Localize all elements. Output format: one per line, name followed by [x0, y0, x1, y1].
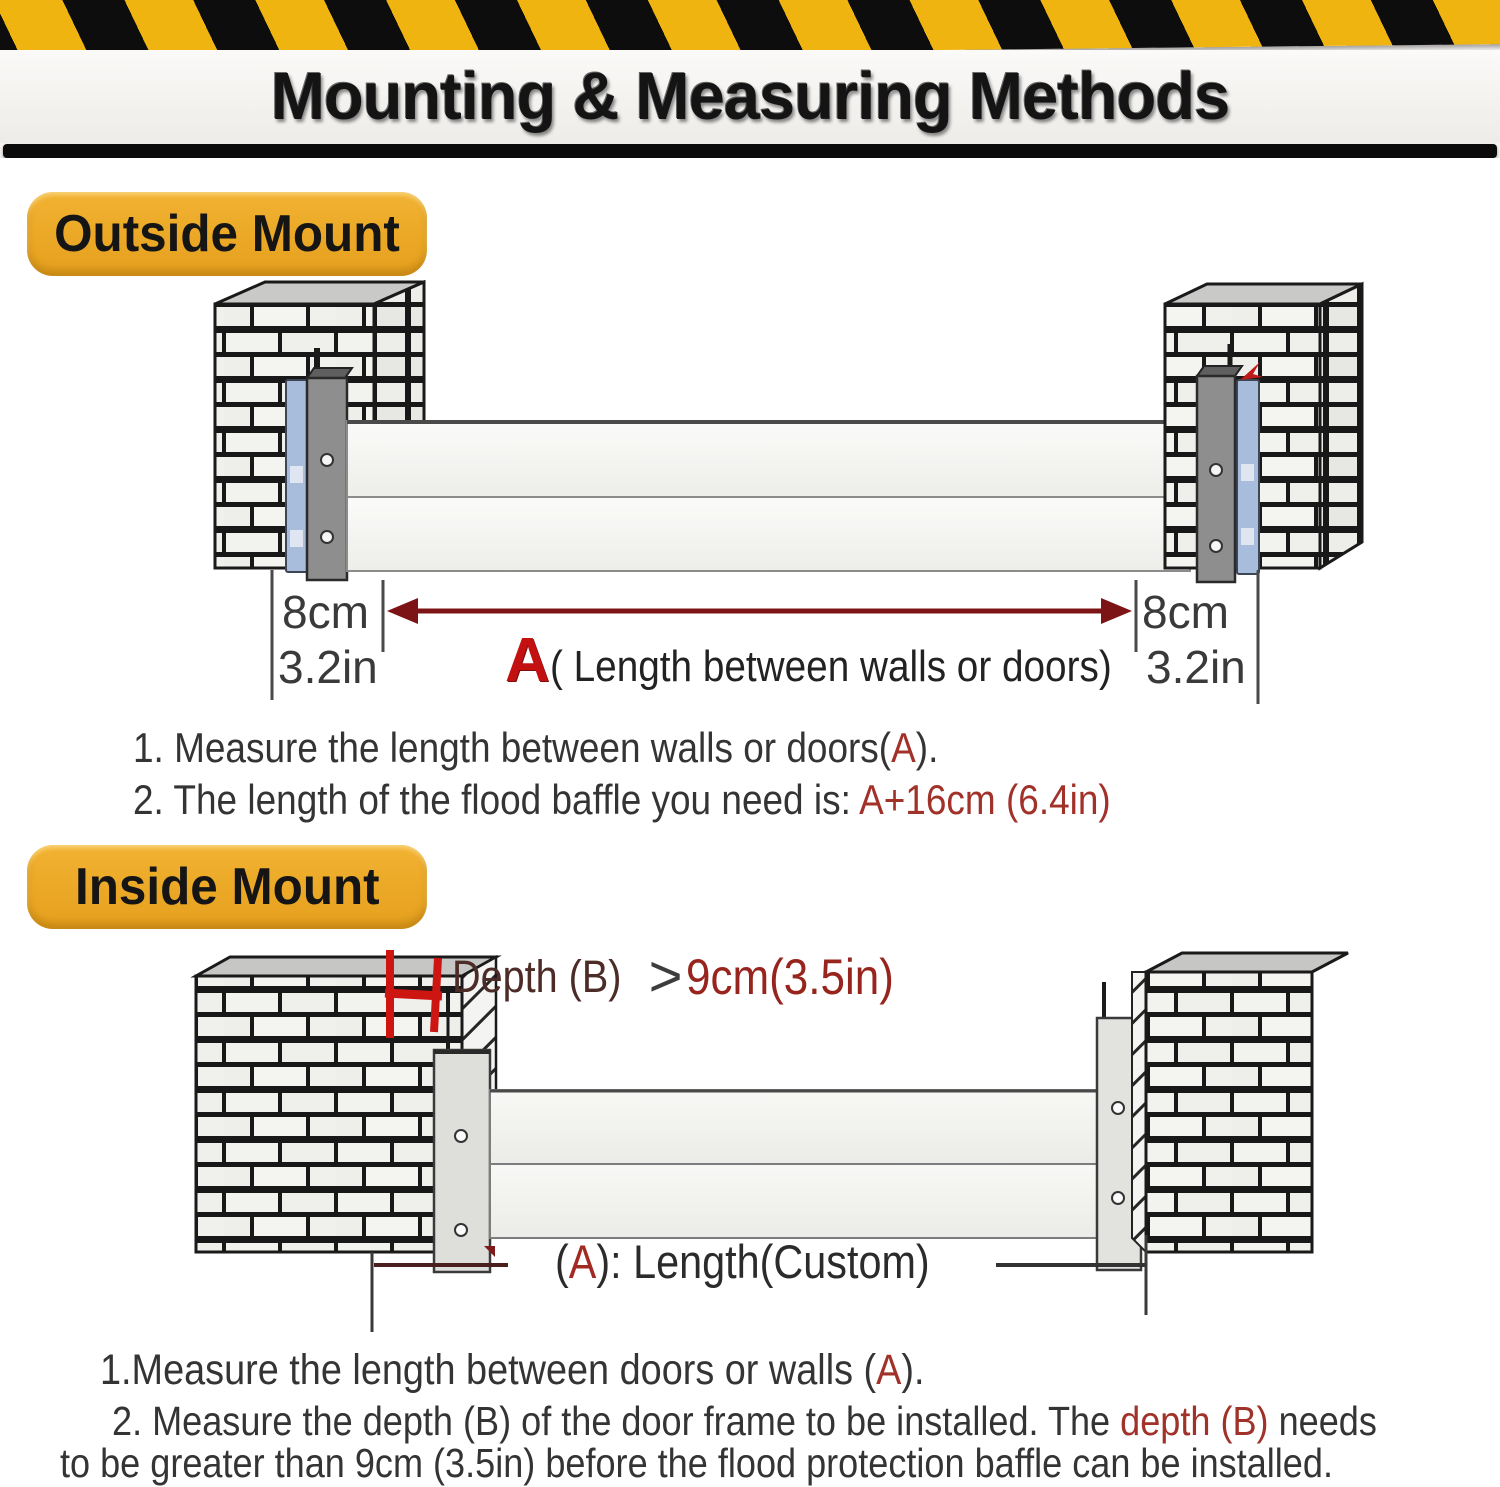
- span-length-label: [505, 626, 1188, 695]
- header-divider-bar: [3, 144, 1497, 158]
- inside-mount-instructions: [0, 1340, 1500, 1486]
- outside-right-pillar: [1165, 284, 1362, 568]
- outside-flood-barrier: [347, 421, 1190, 571]
- custom-length-label: (A): Length(Custom): [555, 1235, 930, 1288]
- outside-right-bracket: [1197, 344, 1263, 582]
- inside-mount-diagram: [0, 940, 1500, 1340]
- inside-mount-badge-label: Inside Mount: [74, 858, 380, 916]
- header-banner: [0, 0, 1500, 158]
- greater-than-sign: >: [648, 944, 683, 1009]
- page-title: Mounting & Measuring Methods: [270, 59, 1230, 134]
- outside-left-bracket: [286, 348, 352, 580]
- outside-step-2: 2. The length of the flood baffle you need is: A+16cm (6.4in): [133, 776, 1111, 823]
- title-band: [0, 50, 1500, 143]
- outside-step-1: 1. Measure the length between walls or doors(A).: [133, 724, 939, 771]
- right-offset-cm: 8cm: [1142, 586, 1229, 638]
- outside-mount-badge-label: Outside Mount: [54, 205, 400, 263]
- inside-flood-barrier: [490, 1090, 1100, 1238]
- inside-left-bracket: [434, 1050, 490, 1272]
- inside-right-pillar: [1132, 953, 1348, 1252]
- depth-requirement-label: [452, 944, 923, 1009]
- right-offset-in: 3.2in: [1146, 641, 1246, 693]
- inside-step-2-line-1: 2. Measure the depth (B) of the door frame to be installed. The depth (B) needs: [112, 1398, 1377, 1444]
- outside-mount-diagram: [0, 280, 1500, 710]
- left-offset-in: 3.2in: [278, 641, 378, 693]
- outside-mount-badge: [27, 192, 427, 276]
- depth-label-text: Depth (B): [452, 951, 622, 1002]
- left-offset-cm: 8cm: [282, 586, 369, 638]
- depth-value-text: 9cm(3.5in): [686, 949, 895, 1005]
- inside-mount-badge: [27, 845, 427, 929]
- inside-step-1: 1.Measure the length between doors or walls (A).: [100, 1346, 925, 1394]
- inside-step-2-line-2: to be greater than 9cm (3.5in) before the flood protection baffle can be installed.: [60, 1440, 1333, 1486]
- outside-mount-instructions: [0, 710, 1500, 823]
- span-length-text: ( Length between walls or doors): [549, 642, 1112, 691]
- span-length-A: A: [505, 626, 550, 695]
